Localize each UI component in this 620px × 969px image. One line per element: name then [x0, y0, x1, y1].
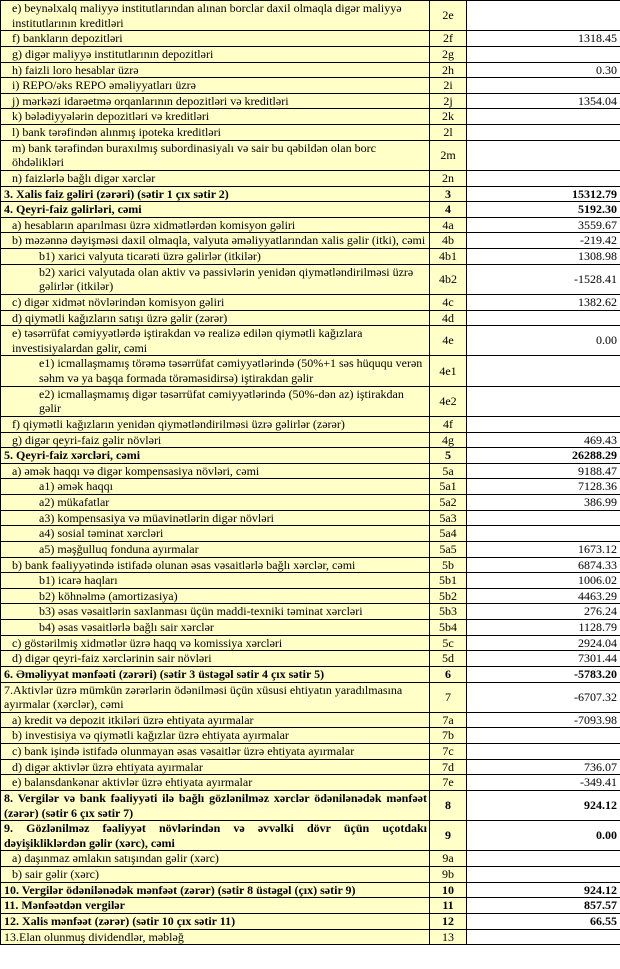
row-code: 5a3: [430, 510, 467, 526]
row-label: f) bankların depozitləri: [1, 31, 430, 47]
row-code: 2l: [430, 125, 467, 141]
row-code: 7d: [430, 759, 467, 775]
row-code: 2j: [430, 93, 467, 109]
row-value: [467, 851, 620, 867]
row-code: 5a4: [430, 526, 467, 542]
row-value: [467, 867, 620, 883]
row-value: 5192.30: [467, 202, 620, 218]
row-code: 7b: [430, 728, 467, 744]
row-value: [467, 46, 620, 62]
row-code: 3: [430, 186, 467, 202]
table-row: [1, 651, 620, 667]
row-code: 2e: [430, 1, 467, 31]
row-label: m) bank tərəfindən buraxılmış subordinasiyalı və sair bu qəbildən olan borc öhdəlikləri: [1, 140, 430, 170]
row-label: a) daşınmaz əmlakın satışından gəlir (xərc): [1, 851, 430, 867]
row-value: -6707.32: [467, 682, 620, 712]
table-row: [1, 31, 620, 47]
row-value: 1673.12: [467, 541, 620, 557]
row-label: n) faizlərlə bağlı digər xərclər: [1, 170, 430, 186]
row-code: 7: [430, 682, 467, 712]
row-label: i) REPO/əks REPO əməliyyatları üzrə: [1, 78, 430, 94]
row-code: 5b3: [430, 604, 467, 620]
row-label: c) digər xidmət növlərindən komisyon gəliri: [1, 294, 430, 310]
row-label: e) təsərrüfat cəmiyyətlərdə iştirakdan və realizə edilən qiymətli kağızlara investisiyalardan gəlir, cəmi: [1, 326, 430, 356]
row-value: 1354.04: [467, 93, 620, 109]
row-label: 10. Vergilər ödənilənədək mənfəət (zərər) (sətir 8 üstəgəl (çıx) sətir 9): [1, 882, 430, 898]
row-value: 7128.36: [467, 479, 620, 495]
table-row: [1, 125, 620, 141]
table-row: [1, 310, 620, 326]
row-value: 1318.45: [467, 31, 620, 47]
row-value: [467, 728, 620, 744]
row-code: 2k: [430, 109, 467, 125]
row-label: a3) kompensasiya və müavinətlərin digər növləri: [1, 510, 430, 526]
row-label: 13.Elan olunmuş dividendlər, məbləğ: [1, 929, 430, 945]
row-label: 7.Aktivlər üzrə mümkün zərərlərin ödənilməsi üçün xüsusi ehtiyatın yaradılmasına ayırmalar (xərclər), cəmi: [1, 682, 430, 712]
row-value: 1006.02: [467, 573, 620, 589]
row-label: f) qiymətli kağızların yenidən qiymətləndirilməsi üzrə gəlirlər (zərər): [1, 416, 430, 432]
row-label: 9. Gözlənilməz fəaliyyət növlərindən və əvvəlki dövr üçün uçotdakı dəyişikliklərdən gəlir (xərc), cəmi: [1, 821, 430, 851]
table-row: [1, 386, 620, 416]
row-code: 4d: [430, 310, 467, 326]
row-label: d) digər qeyri-faiz xərclərinin sair növləri: [1, 651, 430, 667]
row-label: 12. Xalis mənfəət (zərər) (sətir 10 çıx sətir 11): [1, 913, 430, 929]
row-label: e2) icmallaşmamış digər təsərrüfat cəmiyyətlərində (50%-dən az) iştirakdan gəlir: [1, 386, 430, 416]
row-label: b) investisiya və qiymətli kağızlar üzrə ehtiyata ayırmalar: [1, 728, 430, 744]
row-code: 4b1: [430, 249, 467, 265]
row-code: 8: [430, 790, 467, 820]
row-label: 6. Əməliyyat mənfəəti (zərəri) (sətir 3 üstəgəl sətir 4 çıx sətir 5): [1, 666, 430, 682]
row-label: l) bank tərəfindən alınmış ipoteka kreditləri: [1, 125, 430, 141]
row-value: 0.30: [467, 62, 620, 78]
row-label: b3) əsas vəsaitlərin saxlanması üçün maddi-texniki təminat xərcləri: [1, 604, 430, 620]
table-row: [1, 728, 620, 744]
row-value: [467, 170, 620, 186]
table-row: [1, 682, 620, 712]
row-value: 924.12: [467, 790, 620, 820]
row-label: b) bank fəaliyyətində istifadə olunan əsas vəsaitlərlə bağlı xərclər, cəmi: [1, 557, 430, 573]
row-code: 2f: [430, 31, 467, 47]
table-row: [1, 821, 620, 851]
row-label: 3. Xalis faiz gəliri (zərəri) (sətir 1 çıx sətir 2): [1, 186, 430, 202]
row-code: 4e2: [430, 386, 467, 416]
row-value: 26288.29: [467, 448, 620, 464]
row-value: [467, 310, 620, 326]
row-label: a5) məşğulluq fonduna ayırmalar: [1, 541, 430, 557]
row-code: 5a1: [430, 479, 467, 495]
row-label: 4. Qeyri-faiz gəlirləri, cəmi: [1, 202, 430, 218]
row-code: 4c: [430, 294, 467, 310]
table-row: [1, 759, 620, 775]
table-row: [1, 479, 620, 495]
table-row: [1, 744, 620, 760]
table-row: [1, 249, 620, 265]
row-code: 2g: [430, 46, 467, 62]
row-code: 12: [430, 913, 467, 929]
row-code: 13: [430, 929, 467, 945]
row-label: a1) əmək haqqı: [1, 479, 430, 495]
row-label: b) məzənnə dəyişməsi daxil olmaqla, valyuta əməliyyatlarından xalis gəlir (itki), cəmi: [1, 233, 430, 249]
row-value: [467, 744, 620, 760]
row-label: a) hesabların aparılması üzrə xidmətlərdən komisyon gəliri: [1, 217, 430, 233]
row-code: 2m: [430, 140, 467, 170]
row-label: a4) sosial təminat xərcləri: [1, 526, 430, 542]
row-label: 5. Qeyri-faiz xərcləri, cəmi: [1, 448, 430, 464]
row-code: 9: [430, 821, 467, 851]
table-row: [1, 233, 620, 249]
table-row: [1, 217, 620, 233]
row-code: 4f: [430, 416, 467, 432]
table-row: [1, 495, 620, 511]
row-value: 1128.79: [467, 620, 620, 636]
row-code: 5b: [430, 557, 467, 573]
table-row: [1, 432, 620, 448]
row-code: 4b: [430, 233, 467, 249]
row-code: 7c: [430, 744, 467, 760]
row-label: g) digər qeyri-faiz gəlir növləri: [1, 432, 430, 448]
row-label: b4) əsas vəsaitlərlə bağlı sair xərclər: [1, 620, 430, 636]
row-label: d) qiymətli kağızların satışı üzrə gəlir (zərər): [1, 310, 430, 326]
table-row: [1, 170, 620, 186]
table-row: [1, 541, 620, 557]
table-row: [1, 1, 620, 31]
row-code: 2i: [430, 78, 467, 94]
row-value: [467, 356, 620, 386]
row-value: 1308.98: [467, 249, 620, 265]
row-code: 5b2: [430, 588, 467, 604]
row-value: 736.07: [467, 759, 620, 775]
row-value: 15312.79: [467, 186, 620, 202]
table-row: [1, 913, 620, 929]
row-value: 7301.44: [467, 651, 620, 667]
row-code: 5a2: [430, 495, 467, 511]
table-row: [1, 666, 620, 682]
row-value: 4463.29: [467, 588, 620, 604]
row-value: 6874.33: [467, 557, 620, 573]
table-row: [1, 463, 620, 479]
table-row: [1, 867, 620, 883]
row-code: 4b2: [430, 264, 467, 294]
row-value: [467, 109, 620, 125]
row-label: e) balansdankənar aktivlər üzrə ehtiyata ayırmalar: [1, 775, 430, 791]
row-label: g) digər maliyyə institutlarının depozitləri: [1, 46, 430, 62]
row-value: [467, 929, 620, 945]
table-row: [1, 62, 620, 78]
table-row: [1, 712, 620, 728]
row-code: 9a: [430, 851, 467, 867]
row-code: 6: [430, 666, 467, 682]
row-code: 4e1: [430, 356, 467, 386]
row-label: 11. Mənfəətdən vergilər: [1, 898, 430, 914]
table-row: [1, 326, 620, 356]
row-label: e) beynəlxalq maliyyə institutlarından alınan borclar daxil olmaqla digər maliyyə institutlarının kreditləri: [1, 1, 430, 31]
row-value: -349.41: [467, 775, 620, 791]
table-row: [1, 78, 620, 94]
table-row: [1, 448, 620, 464]
row-label: e1) icmallaşmamış törəmə təsərrüfat cəmiyyətlərində (50%+1 səs hüququ verən səhm və ya başqa formada törəməsidirsə) iştirakdan gəlir: [1, 356, 430, 386]
row-code: 2n: [430, 170, 467, 186]
row-value: [467, 526, 620, 542]
table-row: [1, 510, 620, 526]
row-value: 857.57: [467, 898, 620, 914]
row-label: c) göstərilmiş xidmətlər üzrə haqq və komissiya xərcləri: [1, 635, 430, 651]
row-value: 386.99: [467, 495, 620, 511]
row-value: 66.55: [467, 913, 620, 929]
table-row: [1, 588, 620, 604]
table-body: [1, 1, 620, 945]
table-row: [1, 929, 620, 945]
row-value: 924.12: [467, 882, 620, 898]
table-row: [1, 202, 620, 218]
row-label: b1) xarici valyuta ticarəti üzrə gəlirlər (itkilər): [1, 249, 430, 265]
row-value: 0.00: [467, 821, 620, 851]
row-value: 0.00: [467, 326, 620, 356]
row-value: [467, 125, 620, 141]
row-value: [467, 416, 620, 432]
row-value: [467, 78, 620, 94]
row-code: 11: [430, 898, 467, 914]
table-row: [1, 140, 620, 170]
row-value: 2924.04: [467, 635, 620, 651]
table-row: [1, 526, 620, 542]
table-row: [1, 557, 620, 573]
row-code: 4e: [430, 326, 467, 356]
row-code: 5b1: [430, 573, 467, 589]
table-row: [1, 356, 620, 386]
row-code: 5a: [430, 463, 467, 479]
row-value: 1382.62: [467, 294, 620, 310]
row-value: [467, 1, 620, 31]
row-label: d) digər aktivlər üzrə ehtiyata ayırmalar: [1, 759, 430, 775]
row-value: 276.24: [467, 604, 620, 620]
row-label: a2) mükafatlar: [1, 495, 430, 511]
row-value: [467, 386, 620, 416]
row-value: -7093.98: [467, 712, 620, 728]
row-value: [467, 140, 620, 170]
row-label: b2) köhnəlmə (amortizasiya): [1, 588, 430, 604]
row-value: -1528.41: [467, 264, 620, 294]
row-value: 469.43: [467, 432, 620, 448]
table-row: [1, 46, 620, 62]
table-row: [1, 620, 620, 636]
row-code: 5a5: [430, 541, 467, 557]
table-row: [1, 851, 620, 867]
table-row: [1, 294, 620, 310]
row-value: [467, 510, 620, 526]
row-value: -219.42: [467, 233, 620, 249]
table-row: [1, 882, 620, 898]
row-label: b) sair gəlir (xərc): [1, 867, 430, 883]
row-code: 5c: [430, 635, 467, 651]
row-code: 5d: [430, 651, 467, 667]
table-row: [1, 604, 620, 620]
row-code: 9b: [430, 867, 467, 883]
row-code: 4: [430, 202, 467, 218]
row-code: 4a: [430, 217, 467, 233]
row-value: 3559.67: [467, 217, 620, 233]
row-label: b2) xarici valyutada olan aktiv və passivlərin yenidən qiymətləndirilməsi üzrə gəlirlər (itkilər): [1, 264, 430, 294]
row-code: 2h: [430, 62, 467, 78]
row-label: h) faizli loro hesablar üzrə: [1, 62, 430, 78]
table-row: [1, 186, 620, 202]
row-value: -5783.20: [467, 666, 620, 682]
table-row: [1, 93, 620, 109]
table-row: [1, 416, 620, 432]
row-code: 5b4: [430, 620, 467, 636]
row-code: 7e: [430, 775, 467, 791]
row-value: 9188.47: [467, 463, 620, 479]
table-row: [1, 109, 620, 125]
row-label: a) əmək haqqı və digər kompensasiya növləri, cəmi: [1, 463, 430, 479]
row-code: 4g: [430, 432, 467, 448]
row-label: b1) icarə haqları: [1, 573, 430, 589]
row-label: c) bank işində istifadə olunmayan əsas vəsaitlər üzrə ehtiyata ayırmalar: [1, 744, 430, 760]
row-code: 10: [430, 882, 467, 898]
row-label: j) mərkəzi idarəetmə orqanlarının depozitləri və kreditləri: [1, 93, 430, 109]
table-row: [1, 790, 620, 820]
row-label: 8. Vergilər və bank fəaliyyəti ilə bağlı gözlənilməz xərclər ödənilənədək mənfəət (zərər) (sətir 6 çıx sətir 7): [1, 790, 430, 820]
table-row: [1, 264, 620, 294]
row-code: 5: [430, 448, 467, 464]
row-code: 7a: [430, 712, 467, 728]
table-row: [1, 775, 620, 791]
row-label: a) kredit və depozit itkiləri üzrə ehtiyata ayırmalar: [1, 712, 430, 728]
table-row: [1, 898, 620, 914]
table-row: [1, 573, 620, 589]
row-label: k) bələdiyyələrin depozitləri və kreditləri: [1, 109, 430, 125]
table-row: [1, 635, 620, 651]
